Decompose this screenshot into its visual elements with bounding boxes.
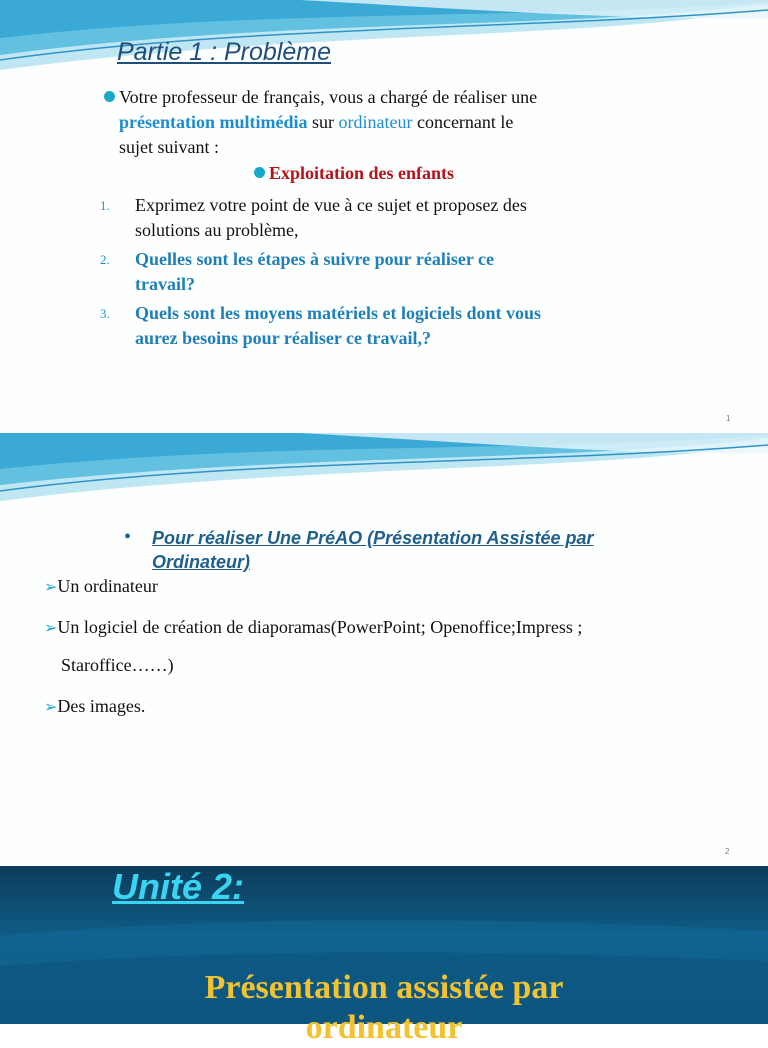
list-item: [44, 574, 744, 600]
bullet-dot-icon: [104, 91, 115, 102]
subject-line: [254, 163, 454, 184]
arrow-bullet-icon: ➢: [44, 620, 58, 637]
item-text: Des images.: [57, 696, 146, 716]
wave-banner: [0, 0, 768, 80]
page-number: 1: [726, 414, 731, 423]
item-number: 2.: [100, 252, 110, 267]
item-text: Quels sont les moyens matériels et logiciels dont vous: [135, 303, 541, 323]
heading-line-2: Ordinateur): [152, 552, 251, 572]
highlight-multimedia: présentation multimédia: [119, 112, 308, 132]
item-text: aurez besoins pour réaliser ce travail,?: [135, 328, 431, 348]
item-text: Un ordinateur: [57, 576, 158, 596]
item-text: Staroffice……): [61, 655, 174, 675]
question-item-2: [100, 247, 700, 297]
item-text: travail?: [135, 274, 195, 294]
intro-paragraph: [104, 85, 704, 160]
intro-sur: sur: [312, 112, 334, 132]
list-item: [44, 615, 744, 641]
item-text: solutions au problème,: [135, 220, 299, 240]
bullet-dot-icon: [254, 167, 265, 178]
slide-3: [0, 866, 768, 1046]
unit-title: Unité 2:: [112, 866, 245, 907]
wave-banner: [0, 433, 768, 508]
intro-text-2: concernant le: [416, 112, 514, 132]
item-text: Quelles sont les étapes à suivre pour réaliser ce: [135, 249, 494, 269]
arrow-bullet-icon: ➢: [44, 699, 58, 716]
presentation-title-line-1: Présentation assistée par: [204, 969, 564, 1006]
intro-text-3: sujet suivant :: [119, 137, 219, 157]
page-number: 2: [725, 847, 730, 856]
slide-title: Partie 1 : Problème: [117, 38, 331, 66]
question-item-1: [100, 193, 700, 243]
arrow-bullet-icon: ➢: [44, 579, 58, 596]
highlight-ordinateur: ordinateur: [338, 112, 413, 132]
slide-2: [0, 433, 768, 866]
intro-text: Votre professeur de français, vous a chargé de réaliser une: [119, 87, 538, 107]
item-number: 3.: [100, 306, 110, 321]
item-number: 1.: [100, 198, 110, 213]
list-item-continued: [61, 653, 741, 678]
list-item: [44, 694, 744, 720]
subject-text: Exploitation des enfants: [269, 163, 455, 183]
presentation-title-line-2: ordinateur: [305, 1009, 463, 1046]
question-item-3: [100, 301, 720, 351]
slide-1: [0, 0, 768, 432]
slide-2-heading: [152, 526, 692, 574]
item-text: Exprimez votre point de vue à ce sujet et proposez des: [135, 195, 527, 215]
heading-line-1: Pour réaliser Une PréAO (Présentation Assistée par: [152, 528, 594, 548]
presentation-title: [0, 968, 768, 1048]
item-text: Un logiciel de création de diaporamas(PowerPoint; Openoffice;Impress ;: [57, 617, 583, 637]
heading-bullet: •: [124, 526, 132, 548]
